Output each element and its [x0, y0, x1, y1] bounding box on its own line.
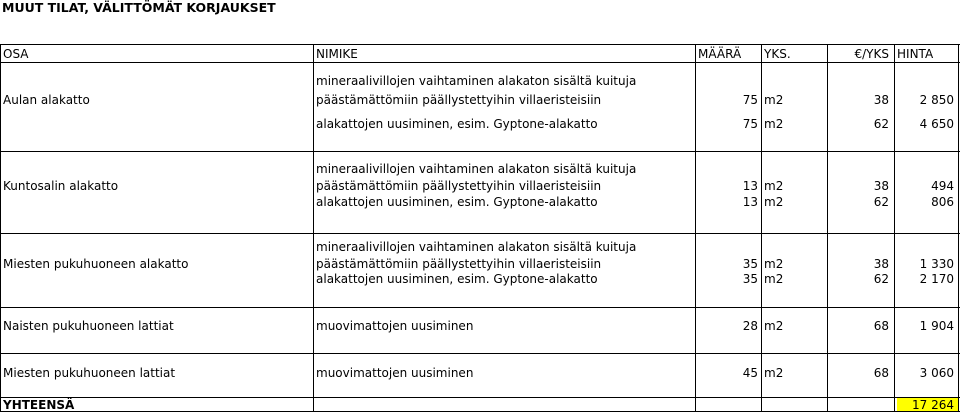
row-border: [0, 397, 960, 398]
row-nimike: päästämättömiin päällystettyihin villaeristeisiin: [316, 257, 602, 271]
row-maara: 28: [742, 319, 758, 333]
row-osa: Aulan alakatto: [3, 93, 90, 107]
header-per-yks: €/YKS: [854, 47, 889, 61]
row-hinta: 494: [931, 179, 954, 193]
column-border: [958, 44, 959, 412]
table-top-border: [0, 44, 960, 45]
row-border: [0, 353, 960, 354]
row-osa: Naisten pukuhuoneen lattiat: [3, 319, 174, 333]
row-maara: 35: [742, 272, 758, 286]
row-maara: 75: [742, 93, 758, 107]
row-nimike-intro: mineraalivillojen vaihtaminen alakaton sisältä kuituja: [316, 162, 637, 176]
header-osa: OSA: [3, 47, 29, 61]
row-hinta: 806: [931, 195, 954, 209]
row-maara: 35: [742, 257, 758, 271]
row-nimike: alakattojen uusiminen, esim. Gyptone-alakatto: [316, 272, 598, 286]
header-yks: YKS.: [764, 47, 791, 61]
row-per-yks: 38: [873, 93, 889, 107]
row-nimike-intro: mineraalivillojen vaihtaminen alakaton sisältä kuituja: [316, 240, 637, 254]
row-maara: 75: [742, 117, 758, 131]
row-nimike-intro: mineraalivillojen vaihtaminen alakaton sisältä kuituja: [316, 74, 637, 88]
row-per-yks: 62: [873, 195, 889, 209]
row-yks: m2: [764, 257, 784, 271]
column-border: [761, 44, 762, 412]
row-hinta: 2 170: [919, 272, 954, 286]
header-hinta: HINTA: [897, 47, 934, 61]
row-maara: 45: [742, 366, 758, 380]
row-yks: m2: [764, 179, 784, 193]
row-yks: m2: [764, 319, 784, 333]
row-hinta: 1 330: [919, 257, 954, 271]
row-per-yks: 38: [873, 257, 889, 271]
row-osa: Miesten pukuhuoneen lattiat: [3, 366, 176, 380]
table-bottom-border: [0, 411, 960, 412]
row-per-yks: 62: [873, 117, 889, 131]
header-maara: MÄÄRÄ: [698, 47, 742, 61]
total-label: YHTEENSÄ: [3, 398, 75, 412]
column-border: [0, 44, 1, 412]
header-bottom-border: [0, 62, 960, 63]
row-yks: m2: [764, 195, 784, 209]
row-hinta: 4 650: [919, 117, 954, 131]
row-per-yks: 62: [873, 272, 889, 286]
row-nimike: päästämättömiin päällystettyihin villaeristeisiin: [316, 93, 602, 107]
row-hinta: 3 060: [919, 366, 954, 380]
row-yks: m2: [764, 366, 784, 380]
row-per-yks: 68: [873, 319, 889, 333]
row-maara: 13: [742, 195, 758, 209]
row-yks: m2: [764, 117, 784, 131]
total-value: 17 264: [912, 398, 954, 412]
row-yks: m2: [764, 93, 784, 107]
row-border: [0, 233, 960, 234]
page-title: MUUT TILAT, VÄLITTÖMÄT KORJAUKSET: [2, 0, 276, 15]
row-nimike: päästämättömiin päällystettyihin villaeristeisiin: [316, 179, 602, 193]
row-per-yks: 38: [873, 179, 889, 193]
row-osa: Kuntosalin alakatto: [3, 179, 119, 193]
header-nimike: NIMIKE: [316, 47, 358, 61]
row-nimike: alakattojen uusiminen, esim. Gyptone-alakatto: [316, 117, 598, 131]
row-hinta: 2 850: [919, 93, 954, 107]
row-border: [0, 307, 960, 308]
row-border: [0, 151, 960, 152]
row-nimike: alakattojen uusiminen, esim. Gyptone-alakatto: [316, 195, 598, 209]
row-maara: 13: [742, 179, 758, 193]
row-nimike: muovimattojen uusiminen: [316, 319, 474, 333]
row-nimike: muovimattojen uusiminen: [316, 366, 474, 380]
column-border: [313, 44, 314, 412]
row-hinta: 1 904: [919, 319, 954, 333]
row-yks: m2: [764, 272, 784, 286]
row-per-yks: 68: [873, 366, 889, 380]
row-osa: Miesten pukuhuoneen alakatto: [3, 257, 189, 271]
